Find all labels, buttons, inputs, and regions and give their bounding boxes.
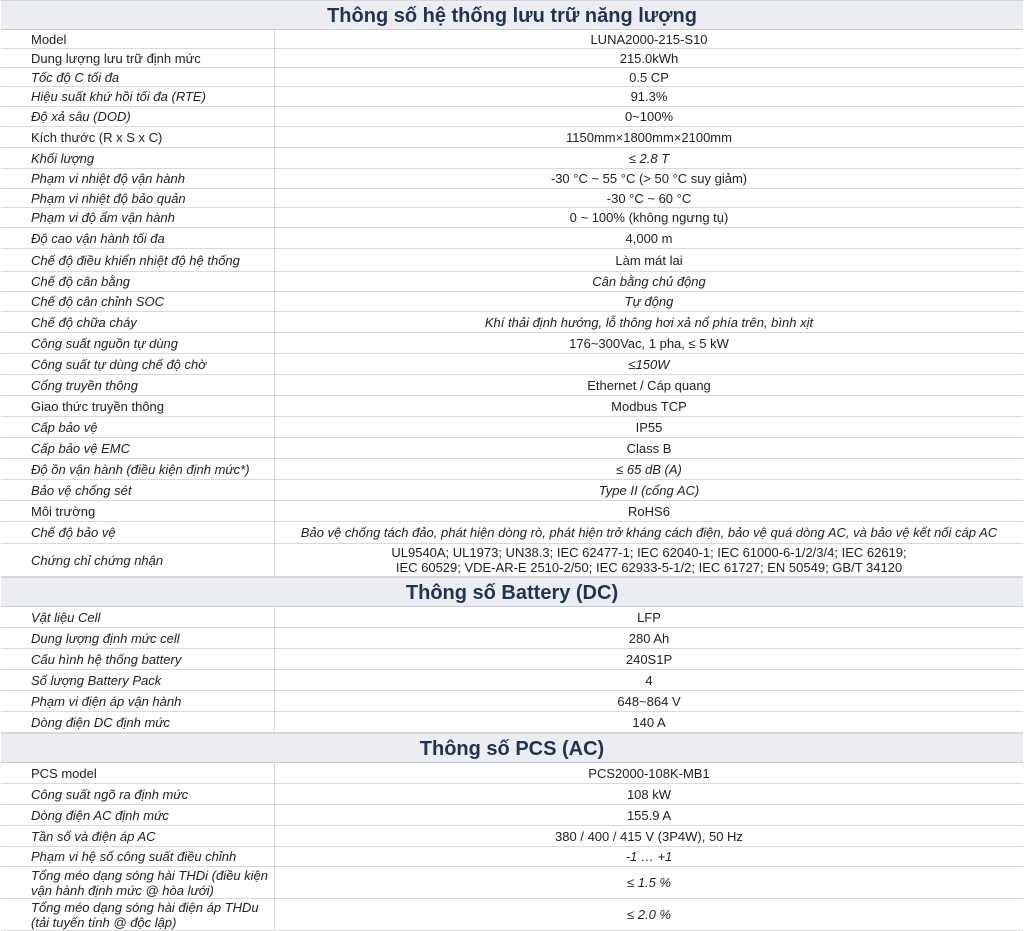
row-label: Công suất nguồn tự dùng (1, 333, 275, 353)
section-title-battery: Thông số Battery (DC) (1, 577, 1023, 607)
row-label: Phạm vi nhiệt độ bảo quản (1, 189, 275, 207)
table-row (1, 826, 1023, 847)
row-label: Độ xả sâu (DOD) (1, 107, 275, 126)
table-row (1, 49, 1023, 68)
table-row (1, 670, 1023, 691)
row-label: Bảo vệ chống sét (1, 480, 275, 500)
table-row (1, 544, 1023, 577)
row-label: Cấp bảo vệ EMC (1, 438, 275, 458)
table-row (1, 899, 1023, 931)
table-row (1, 501, 1023, 522)
row-value: RoHS6 (628, 503, 670, 519)
row-label: Phạm vi nhiệt độ vận hành (1, 169, 275, 188)
table-row (1, 169, 1023, 189)
row-value: 380 / 400 / 415 V (3P4W), 50 Hz (555, 828, 743, 844)
table-row (1, 68, 1023, 87)
row-label: Công suất tự dùng chế độ chờ (1, 354, 275, 374)
row-label: Cổng truyền thông (1, 375, 275, 395)
row-label: Chế độ chữa cháy (1, 312, 275, 332)
row-label: Độ ồn vận hành (điều kiện định mức*) (1, 459, 275, 479)
table-row (1, 649, 1023, 670)
table-row (1, 354, 1023, 375)
table-row (1, 107, 1023, 127)
row-value: ≤ 2.8 T (628, 150, 670, 166)
row-value: 648~864 V (617, 693, 681, 709)
row-value: -30 °C ~ 55 °C (> 50 °C suy giảm) (550, 171, 748, 186)
row-value: PCS2000-108K-MB1 (588, 765, 710, 781)
table-row (1, 208, 1023, 228)
row-value: 0 ~ 100% (không ngưng tụ) (569, 210, 729, 225)
table-row (1, 127, 1023, 148)
row-label: Phạm vi độ ẩm vận hành (1, 208, 275, 227)
row-value: IP55 (635, 419, 663, 435)
row-label: Chế độ cân chỉnh SOC (1, 292, 275, 311)
row-value: 140 A (632, 714, 666, 730)
table-row (1, 847, 1023, 867)
row-label: Hiệu suất khứ hồi tối đa (RTE) (1, 87, 275, 106)
row-value: 215.0kWh (619, 50, 679, 66)
section-title-pcs: Thông số PCS (AC) (1, 733, 1023, 763)
row-label: Tần số và điện áp AC (1, 826, 275, 846)
row-value: Type II (cổng AC) (598, 482, 700, 498)
row-label: Khối lượng (1, 148, 275, 168)
row-label: Độ cao vận hành tối đa (1, 228, 275, 248)
row-label: Môi trường (1, 501, 275, 521)
row-value: ≤ 65 dB (A) (616, 461, 682, 477)
row-label: Chế độ cân bằng (1, 272, 275, 291)
table-row (1, 867, 1023, 899)
row-label: Model (1, 30, 275, 48)
row-value: Khí thải định hướng, lỗ thông hơi xả nổ phía trên, bình xịt (484, 314, 814, 330)
row-value: 176~300Vac, 1 pha, ≤ 5 kW (569, 335, 729, 351)
table-row (1, 805, 1023, 826)
row-value: Tự động (624, 294, 674, 309)
row-label: Công suất ngõ ra định mức (1, 784, 275, 804)
row-label: Chế độ bảo vệ (1, 522, 275, 543)
row-value: 108 kW (626, 786, 672, 802)
table-row (1, 272, 1023, 292)
table-row (1, 784, 1023, 805)
row-value: 155.9 A (626, 807, 672, 823)
row-label: Dòng điện DC định mức (1, 712, 275, 732)
row-value: 4,000 m (625, 230, 673, 246)
table-row (1, 438, 1023, 459)
row-label: Cấu hình hệ thống battery (1, 649, 275, 669)
row-value: 1150mm×1800mm×2100mm (566, 129, 732, 145)
row-value: Modbus TCP (611, 398, 687, 414)
row-value: -1 … +1 (625, 849, 673, 864)
row-value: ≤ 2.0 % (627, 907, 671, 922)
row-value: 0~100% (624, 109, 674, 124)
row-value: LUNA2000-215-S10 (590, 31, 708, 47)
table-row (1, 628, 1023, 649)
section-rows-battery (1, 607, 1023, 733)
table-row (1, 249, 1023, 272)
row-label: Giao thức truyền thông (1, 396, 275, 416)
table-row (1, 228, 1023, 249)
table-row (1, 763, 1023, 784)
row-label: Kích thước (R x S x C) (1, 127, 275, 147)
table-row (1, 607, 1023, 628)
table-row (1, 480, 1023, 501)
table-row (1, 333, 1023, 354)
row-value: Class B (626, 440, 672, 456)
row-value: -30 °C ~ 60 °C (606, 190, 692, 206)
row-value: ≤ 1.5 % (627, 875, 671, 890)
row-label: Vật liệu Cell (1, 607, 275, 627)
row-value: Làm mát lai (615, 252, 683, 268)
section-rows-pcs (1, 763, 1023, 931)
row-value: ≤150W (628, 356, 670, 372)
table-row (1, 148, 1023, 169)
spec-table (1, 0, 1023, 931)
row-value: 240S1P (625, 651, 673, 667)
row-value: Cân bằng chủ động (592, 274, 706, 289)
row-label: Phạm vi điện áp vận hành (1, 691, 275, 711)
row-label: Chế độ điều khiển nhiệt độ hệ thống (1, 249, 275, 271)
row-value: 91.3% (630, 89, 668, 104)
table-row (1, 312, 1023, 333)
row-value: Bảo vệ chống tách đảo, phát hiện dòng rò, phát hiện trở kháng cách điện, bảo vệ quá dòng AC, và bảo vệ kết nối cáp AC (300, 525, 998, 540)
table-row (1, 30, 1023, 49)
table-row (1, 522, 1023, 544)
table-row (1, 375, 1023, 396)
table-row (1, 87, 1023, 107)
table-row (1, 189, 1023, 208)
row-label: Tổng méo dạng sóng hài THDi (điều kiện vận hành định mức @ hòa lưới) (1, 867, 275, 898)
section-rows-system (1, 30, 1023, 577)
row-value: Ethernet / Cáp quang (587, 377, 711, 393)
row-label: Số lượng Battery Pack (1, 670, 275, 690)
table-row (1, 396, 1023, 417)
table-row (1, 417, 1023, 438)
row-label: PCS model (1, 763, 275, 783)
row-value: 0.5 CP (629, 69, 669, 85)
row-value: LFP (637, 609, 661, 625)
table-row (1, 292, 1023, 312)
row-label: Tổng méo dạng sóng hài điện áp THDu (tải tuyến tính @ độc lập) (1, 899, 275, 930)
row-label: Chứng chỉ chứng nhận (1, 544, 275, 576)
row-value: UL9540A; UL1973; UN38.3; IEC 62477-1; IEC 62040-1; IEC 61000-6-1/2/3/4; IEC 62619; IEC 60529; VDE-AR-E 2510-2/50; IEC 62933-5-1/2; IEC 61727; EN 50549; GB/T 34120 (391, 545, 907, 575)
row-label: Dung lượng lưu trữ định mức (1, 49, 275, 67)
table-row (1, 712, 1023, 733)
row-label: Cấp bảo vệ (1, 417, 275, 437)
row-label: Dung lượng định mức cell (1, 628, 275, 648)
row-value: 280 Ah (628, 630, 670, 646)
table-row (1, 459, 1023, 480)
section-title-system: Thông số hệ thống lưu trữ năng lượng (1, 0, 1023, 30)
row-label: Tốc độ C tối đa (1, 68, 275, 86)
row-label: Phạm vi hệ số công suất điều chỉnh (1, 847, 275, 866)
row-label: Dòng điện AC định mức (1, 805, 275, 825)
table-row (1, 691, 1023, 712)
row-value: 4 (645, 672, 653, 688)
